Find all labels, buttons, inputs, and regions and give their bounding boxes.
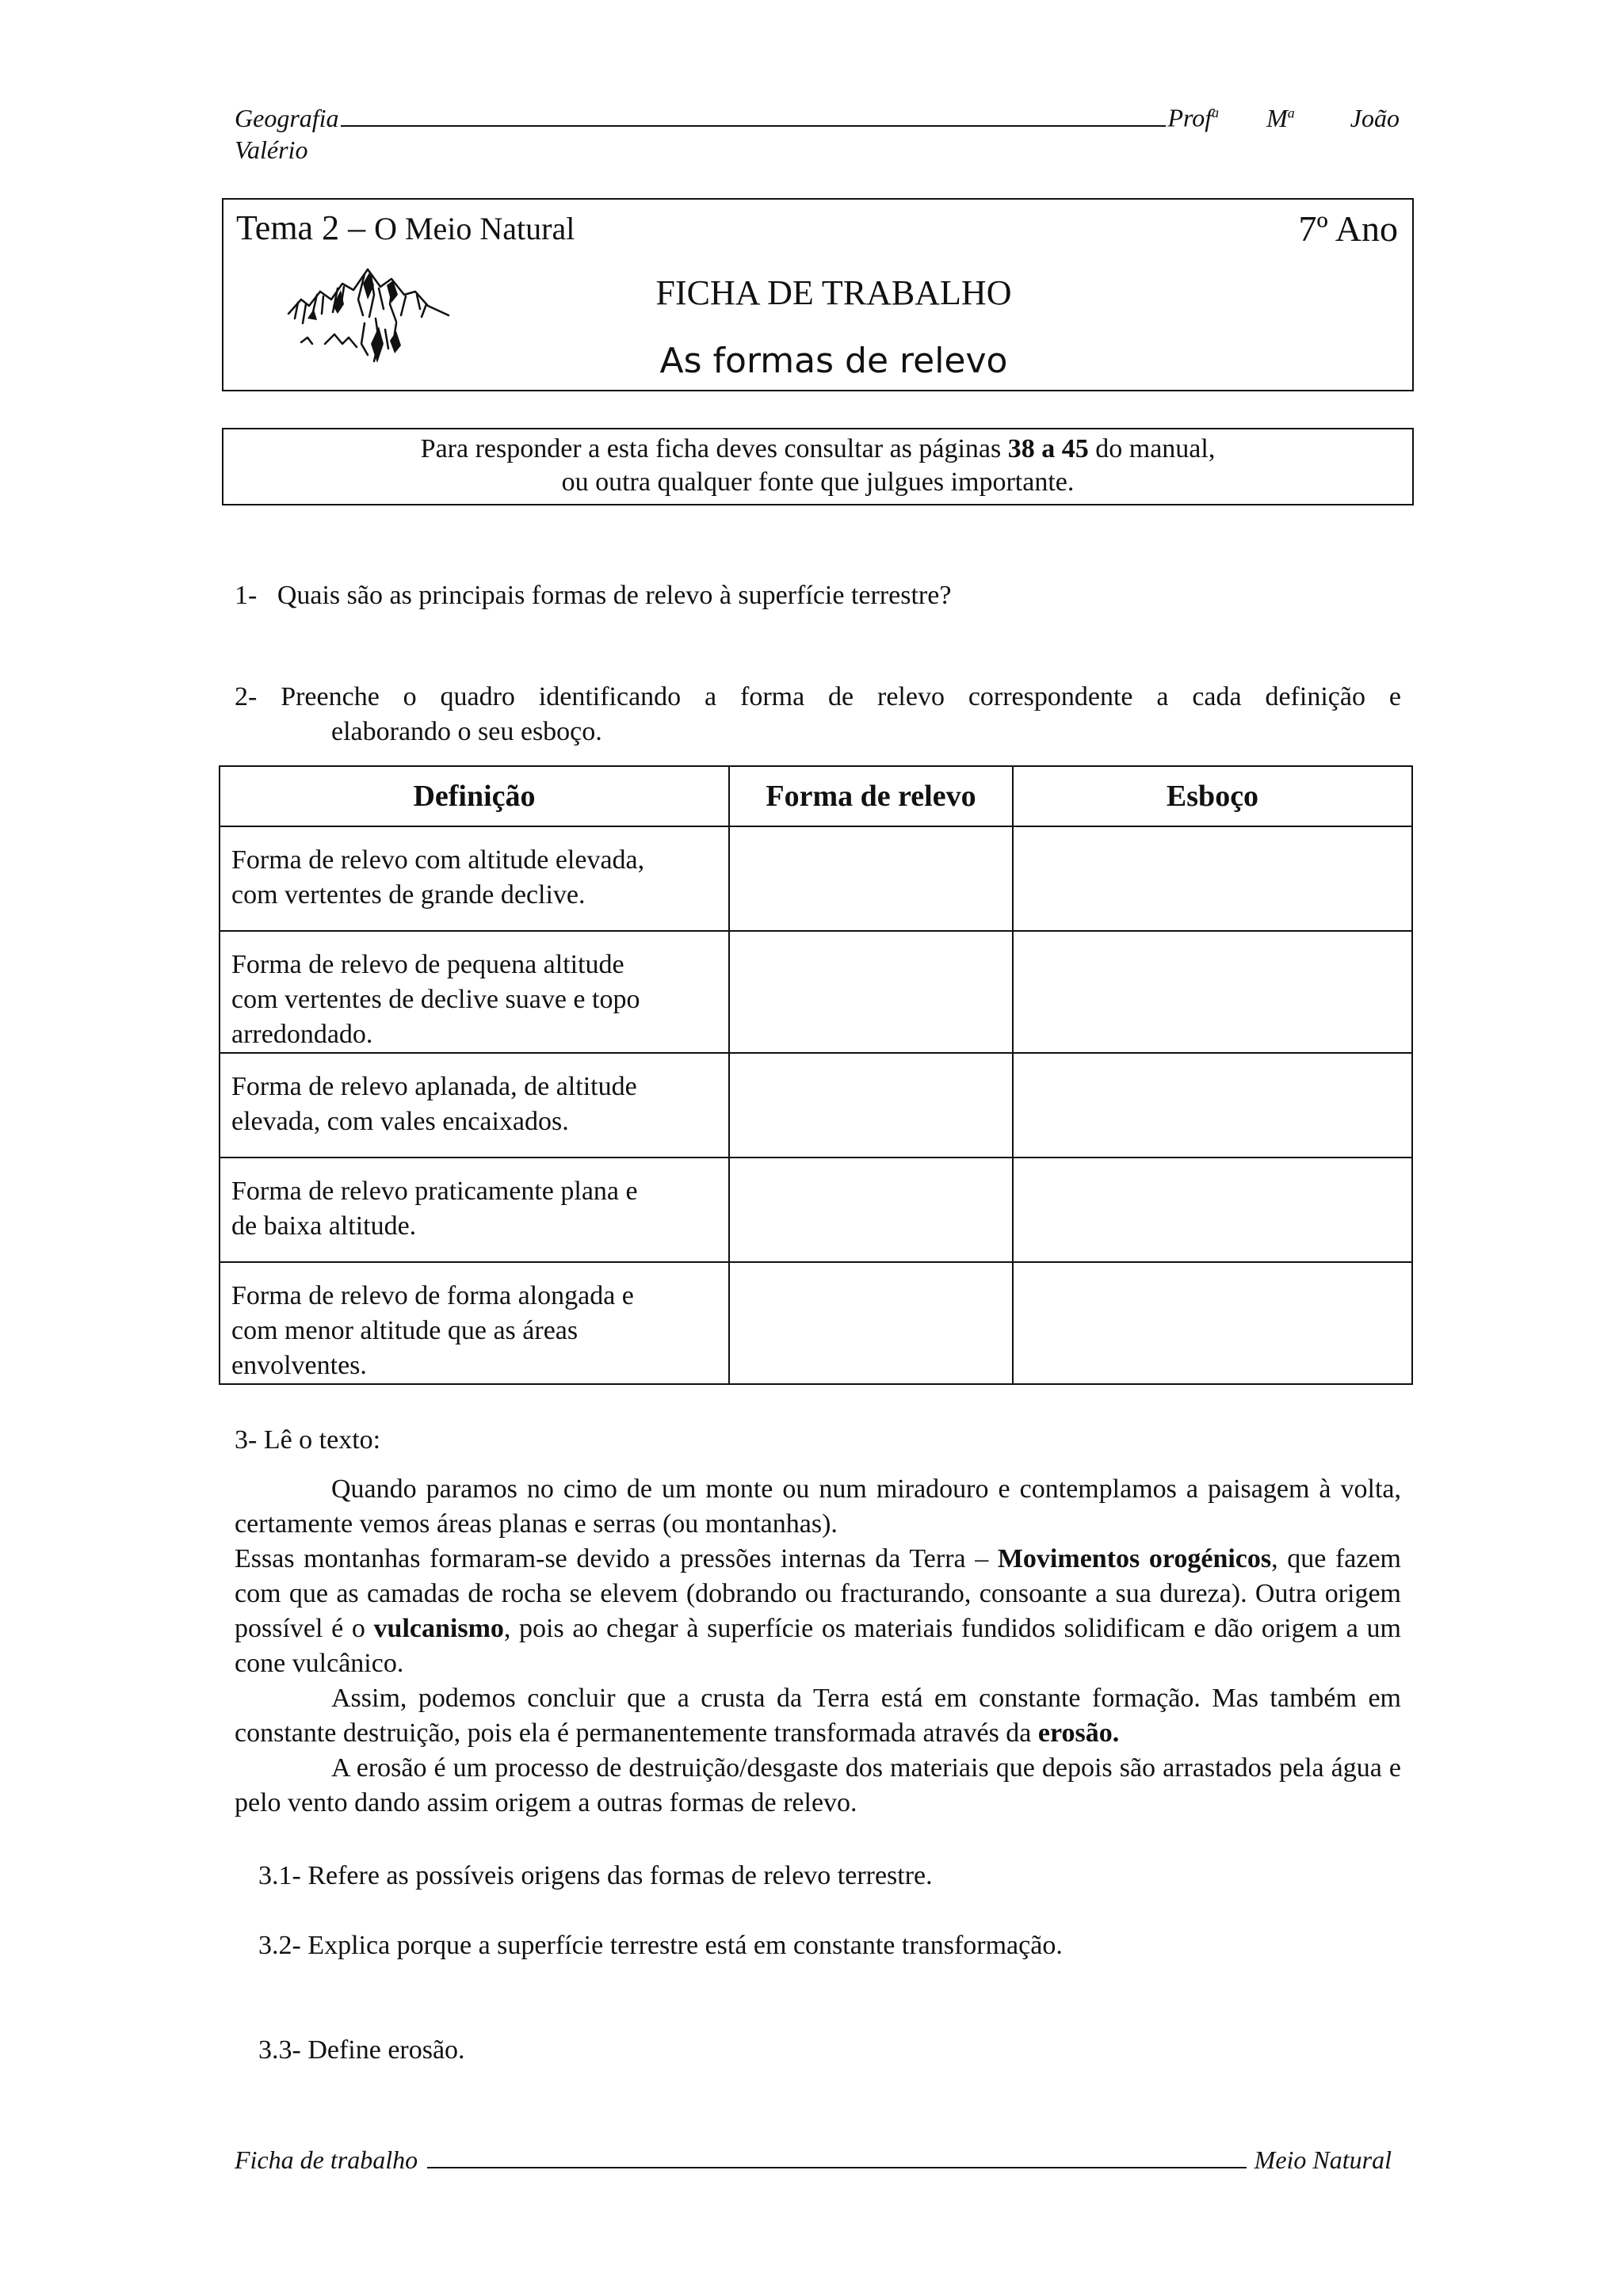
question-2-word: e [1388, 682, 1401, 711]
question-3-2: 3.2- Explica porque a superfície terrestre está em constante transformação. [258, 1931, 1063, 1960]
question-2-word: forma [740, 682, 805, 711]
relief-form-answer-cell[interactable] [729, 1158, 1013, 1262]
header-teacher-surname: Valério [235, 135, 308, 164]
worksheet-topic: As formas de relevo [659, 341, 1008, 381]
question-2-word: a [1156, 682, 1169, 711]
definition-line: envolventes. [231, 1351, 367, 1380]
sketch-answer-cell[interactable] [1013, 931, 1412, 1053]
header-subject: Geografia [235, 103, 339, 132]
relief-form-answer-cell[interactable] [729, 1053, 1013, 1158]
definition-line: arredondado. [231, 1020, 373, 1049]
worksheet-title: FICHA DE TRABALHO [655, 273, 1012, 312]
sketch-answer-cell[interactable] [1013, 1053, 1412, 1158]
title-box [222, 198, 1414, 391]
theme-title: Tema 2 – O Meio Natural [236, 208, 575, 247]
definition-line: com vertentes de declive suave e topo [231, 985, 640, 1014]
mountain-icon [285, 268, 452, 371]
table-row [220, 826, 1412, 931]
instructions-line-2: ou outra qualquer fonte que julgues importante. [561, 467, 1075, 497]
definition-cell [220, 826, 729, 931]
paragraph-1: Quando paramos no cimo de um monte ou num miradouro e contemplamos a paisagem à volta, certamente vemos áreas planas e serras (ou montanhas). [235, 1474, 1401, 1539]
question-2-word: quadro [440, 682, 515, 711]
footer-right: Meio Natural [1254, 2145, 1392, 2174]
definition-line: com vertentes de grande declive. [231, 880, 586, 910]
definition-line: Forma de relevo aplanada, de altitude [231, 1072, 637, 1101]
page-header [235, 97, 1400, 166]
definition-line: Forma de relevo de pequena altitude [231, 950, 624, 979]
question-2-line-1 [235, 680, 1401, 715]
definition-cell [220, 1262, 729, 1384]
sketch-answer-cell[interactable] [1013, 1158, 1412, 1262]
definition-cell [220, 931, 729, 1053]
question-2-number: 2- [235, 682, 258, 711]
header-forma-de-relevo: Forma de relevo [729, 766, 1013, 826]
sketch-answer-cell[interactable] [1013, 826, 1412, 931]
question-2-word: Preenche [281, 682, 380, 711]
question-2-word: relevo [877, 682, 945, 711]
instructions-box [222, 428, 1414, 505]
relief-form-answer-cell[interactable] [729, 826, 1013, 931]
reading-text [235, 1472, 1401, 1821]
definition-cell [220, 1053, 729, 1158]
question-2-word: identificando [538, 682, 682, 711]
relief-form-answer-cell[interactable] [729, 1262, 1013, 1384]
paragraph-4: A erosão é um processo de destruição/desgaste dos materiais que depois são arrastados pela água e pelo vento dando assim origem a outras formas de relevo. [235, 1753, 1401, 1817]
question-2-word: de [828, 682, 854, 711]
question-2-word: definição [1265, 682, 1365, 711]
table-header-row [220, 766, 1412, 826]
question-2-word: cada [1192, 682, 1242, 711]
paragraph-2: Essas montanhas formaram-se devido a pressões internas da Terra – Movimentos orogénicos, que fazem com que as camadas de rocha se elevem (dobrando ou fracturando, consoante a sua dureza). Outra origem possível é o vulcanismo, pois ao chegar à superfície os materiais fundidos solidificam e dão origem a um cone vulcânico. [235, 1544, 1401, 1678]
question-2 [235, 680, 1401, 749]
definition-line: elevada, com vales encaixados. [231, 1107, 569, 1136]
footer-left: Ficha de trabalho [235, 2145, 418, 2174]
school-year: 7º Ano [1298, 208, 1398, 249]
header-teacher: Prof$^a$ $M^a$ João [1167, 103, 1400, 132]
question-3-1: 3.1- Refere as possíveis origens das formas de relevo terrestre. [258, 1861, 933, 1890]
header-rule [341, 125, 1167, 127]
paragraph-3: Assim, podemos concluir que a crusta da Terra está em constante formação. Mas também em constante destruição, pois ela é permanentemente transformada através da erosão. [235, 1684, 1401, 1748]
footer-rule [427, 2167, 1247, 2168]
table-row [220, 931, 1412, 1053]
question-2-word: o [403, 682, 417, 711]
question-2-word: correspondente [968, 682, 1133, 711]
question-3-3: 3.3- Define erosão. [258, 2035, 465, 2065]
definition-line: de baixa altitude. [231, 1211, 417, 1241]
sketch-answer-cell[interactable] [1013, 1262, 1412, 1384]
header-definicao: Definição [220, 766, 729, 826]
relief-form-answer-cell[interactable] [729, 931, 1013, 1053]
question-3-heading: 3- Lê o texto: [235, 1425, 381, 1455]
definition-line: Forma de relevo com altitude elevada, [231, 845, 645, 875]
definition-line: Forma de relevo praticamente plana e [231, 1177, 638, 1206]
page-footer [235, 2145, 1392, 2175]
question-2-word: a [705, 682, 717, 711]
definition-line: Forma de relevo de forma alongada e [231, 1281, 634, 1310]
question-2-line-2: elaborando o seu esboço. [331, 717, 602, 746]
table-row [220, 1158, 1412, 1262]
table-row [220, 1262, 1412, 1384]
question-1: 1- Quais são as principais formas de relevo à superfície terrestre? [235, 581, 952, 610]
relief-forms-table [219, 765, 1413, 1385]
header-esboco: Esboço [1013, 766, 1412, 826]
definition-cell [220, 1158, 729, 1262]
instructions-line-1: Para responder a esta ficha deves consultar as páginas 38 a 45 do manual, [420, 434, 1216, 463]
definition-line: com menor altitude que as áreas [231, 1316, 579, 1345]
table-row [220, 1053, 1412, 1158]
